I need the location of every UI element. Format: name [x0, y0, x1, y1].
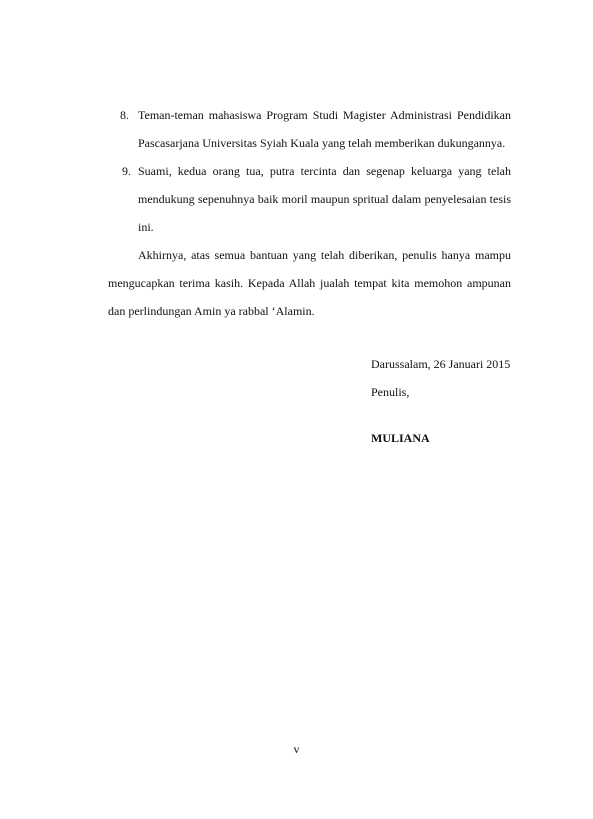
signature-role: Penulis, [371, 385, 410, 399]
list-item-number: 9. [122, 164, 131, 178]
closing-paragraph-block [108, 241, 511, 325]
list-item-8 [108, 101, 511, 157]
list-item-number: 8. [120, 108, 129, 122]
list-item-text: Suami, kedua orang tua, putra tercinta dan segenap keluarga yang telah mendukung sepenuhnya baik moril maupun spritual dalam penyelesaian tesis ini. [138, 164, 511, 234]
list-item-text: Teman-teman mahasiswa Program Studi Magister Administrasi Pendidikan Pascasarjana Universitas Syiah Kuala yang telah memberikan dukungannya. [138, 108, 511, 150]
page-number: v [293, 742, 300, 756]
signature-place-date: Darussalam, 26 Januari 2015 [371, 357, 511, 371]
list-item-9 [108, 157, 511, 241]
closing-paragraph: Akhirnya, atas semua bantuan yang telah diberikan, penulis hanya mampu mengucapkan terima kasih. Kepada Allah jualah tempat kita memohon ampunan dan perlindungan Amin ya rabbal ‘Alamin. [108, 248, 511, 318]
signature-name: MULIANA [371, 431, 430, 445]
